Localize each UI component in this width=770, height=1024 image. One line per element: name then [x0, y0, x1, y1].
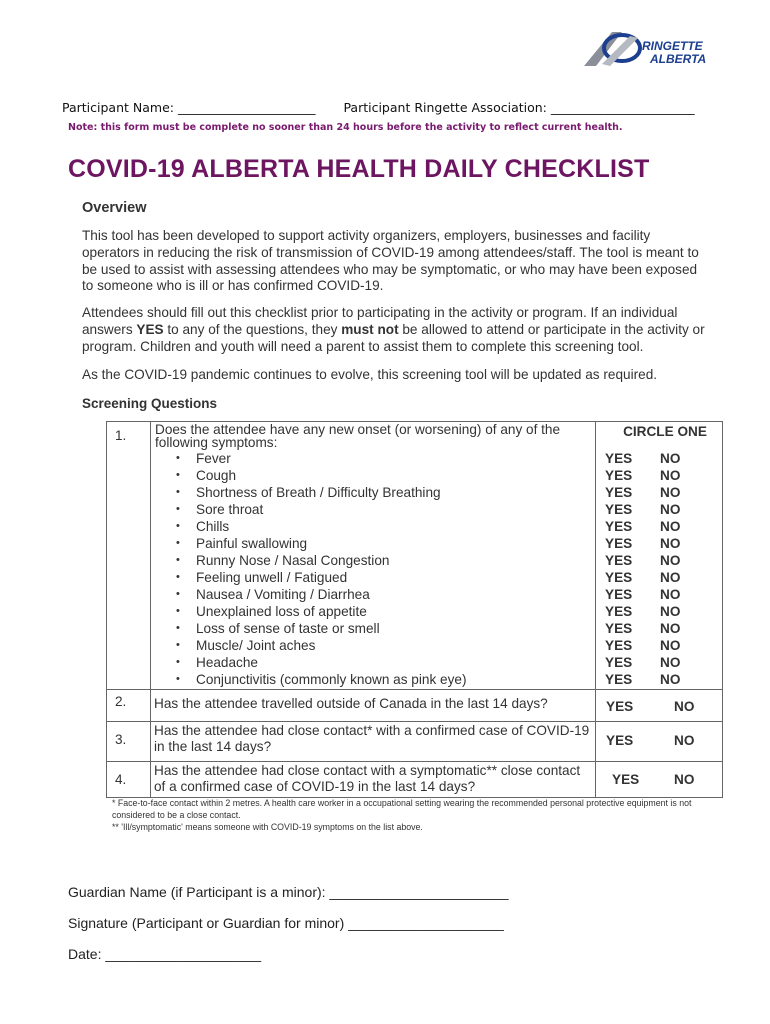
symptom-answer-row	[596, 450, 722, 467]
screening-table	[106, 421, 723, 798]
question-number: 1.	[107, 422, 151, 690]
symptom-item: • Shortness of Breath / Difficulty Breathing	[196, 484, 595, 501]
no-option[interactable]: NO	[660, 502, 681, 517]
symptom-item: • Runny Nose / Nasal Congestion	[196, 552, 595, 569]
question-1-row	[107, 422, 723, 690]
yes-option[interactable]: YES	[605, 502, 633, 517]
symptom-answer-row	[596, 620, 722, 637]
symptom-item: • Sore throat	[196, 501, 595, 518]
participant-association-field[interactable]: Participant Ringette Association: _______________________	[343, 100, 695, 115]
yes-option[interactable]: YES	[605, 587, 633, 602]
symptom-item: • Chills	[196, 518, 595, 535]
question-4-row	[107, 762, 723, 798]
yes-option[interactable]: YES	[605, 468, 633, 483]
symptom-item: • Muscle/ Joint aches	[196, 637, 595, 654]
no-option[interactable]: NO	[660, 553, 681, 568]
question-number: 3.	[107, 722, 151, 762]
symptom-item: • Feeling unwell / Fatigued	[196, 569, 595, 586]
symptom-answer-row	[596, 484, 722, 501]
symptom-answer-row	[596, 637, 722, 654]
overview-paragraph-1: This tool has been developed to support activity organizers, employers, businesses and facility operators in reducing the risk of transmission of COVID-19 among attendees/staff. The tool is meant to be used to assist with assessing attendees who may be symptomatic, or who may have been exposed to someone who is ill or has confirmed COVID-19.	[82, 228, 699, 294]
no-option[interactable]: NO	[660, 468, 681, 483]
symptom-answer-row	[596, 603, 722, 620]
no-option[interactable]: NO	[660, 536, 681, 551]
page-title: COVID-19 ALBERTA HEALTH DAILY CHECKLIST	[68, 155, 650, 183]
symptom-item: • Unexplained loss of appetite	[196, 603, 595, 620]
yes-option[interactable]: YES	[605, 553, 633, 568]
yes-option[interactable]: YES	[605, 655, 633, 670]
no-option[interactable]: NO	[660, 621, 681, 636]
yes-option[interactable]: YES	[605, 672, 633, 687]
svg-text:RINGETTE: RINGETTE	[642, 39, 703, 53]
symptom-item: • Loss of sense of taste or smell	[196, 620, 595, 637]
question-number: 4.	[107, 762, 151, 798]
screening-questions-heading: Screening Questions	[82, 396, 218, 411]
symptom-item: • Conjunctivitis (commonly known as pink eye)	[196, 671, 595, 688]
ringette-alberta-logo	[582, 26, 712, 74]
circle-one-label: CIRCLE ONE	[623, 424, 707, 439]
overview-heading: Overview	[82, 200, 147, 216]
no-option[interactable]: NO	[660, 672, 681, 687]
symptom-answer-row	[596, 654, 722, 671]
yes-option[interactable]: YES	[605, 519, 633, 534]
no-option[interactable]: NO	[660, 655, 681, 670]
yes-option[interactable]: YES	[605, 536, 633, 551]
yes-option[interactable]: YES	[605, 570, 633, 585]
yes-option[interactable]: YES	[605, 451, 633, 466]
guardian-name-field[interactable]: Guardian Name (if Participant is a minor): _______________________	[68, 884, 509, 900]
participant-name-field[interactable]: Participant Name: ______________________	[62, 100, 316, 115]
yes-option[interactable]: YES	[605, 638, 633, 653]
no-option[interactable]: NO	[674, 699, 695, 714]
question-2-row	[107, 690, 723, 722]
question-2-text: Has the attendee travelled outside of Canada in the last 14 days?	[154, 696, 548, 711]
no-option[interactable]: NO	[674, 772, 695, 787]
no-option[interactable]: NO	[660, 519, 681, 534]
yes-option[interactable]: YES	[605, 485, 633, 500]
symptom-item: • Cough	[196, 467, 595, 484]
no-option[interactable]: NO	[660, 485, 681, 500]
symptom-answer-row	[596, 501, 722, 518]
footnote-symptomatic: ** 'Ill/symptomatic' means someone with COVID-19 symptoms on the list above.	[112, 822, 423, 832]
symptom-answer-row	[596, 518, 722, 535]
symptom-answer-row	[596, 552, 722, 569]
symptom-item: • Headache	[196, 654, 595, 671]
timing-note: Note: this form must be complete no sooner than 24 hours before the activity to reflect current health.	[68, 122, 623, 133]
question-4-text: Has the attendee had close contact with a symptomatic** close contact of a confirmed case of COVID-19 in the last 14 days?	[154, 763, 581, 794]
symptom-item: • Painful swallowing	[196, 535, 595, 552]
participant-header	[62, 100, 719, 115]
no-option[interactable]: NO	[660, 638, 681, 653]
no-option[interactable]: NO	[660, 587, 681, 602]
yes-option[interactable]: YES	[605, 604, 633, 619]
yes-option[interactable]: YES	[612, 772, 640, 787]
no-option[interactable]: NO	[660, 451, 681, 466]
question-3-text: Has the attendee had close contact* with a confirmed case of COVID-19 in the last 14 days?	[154, 723, 590, 754]
signature-field[interactable]: Signature (Participant or Guardian for minor) ____________________	[68, 915, 504, 931]
yes-option[interactable]: YES	[606, 699, 634, 714]
symptom-answer-row	[596, 467, 722, 484]
question-1-text: Does the attendee have any new onset (or worsening) of any of the following symptoms:	[155, 422, 561, 450]
svg-text:ALBERTA: ALBERTA	[650, 52, 707, 66]
question-3-row	[107, 722, 723, 762]
overview-paragraph-3: As the COVID-19 pandemic continues to evolve, this screening tool will be updated as required.	[82, 367, 658, 382]
date-field[interactable]: Date: ____________________	[68, 946, 262, 962]
symptom-item: • Nausea / Vomiting / Diarrhea	[196, 586, 595, 603]
footnote-close-contact: * Face-to-face contact within 2 metres. A health care worker in a occupational setting wearing the recommended personal protective equipment is not considered to be a close contact.	[112, 798, 692, 821]
no-option[interactable]: NO	[660, 570, 681, 585]
yes-option[interactable]: YES	[605, 621, 633, 636]
symptom-answer-row	[596, 535, 722, 552]
overview-paragraph-2: Attendees should fill out this checklist prior to participating in the activity or program. If an individual answers YES to any of the questions, they must not be allowed to attend or participate in the activity or program. Children and youth will need a parent to assist them to complete this screening tool.	[82, 305, 705, 354]
symptom-answer-row	[596, 586, 722, 603]
symptom-item: • Fever	[196, 450, 595, 467]
symptom-answer-row	[596, 671, 722, 688]
no-option[interactable]: NO	[660, 604, 681, 619]
symptom-answers	[596, 450, 722, 688]
symptom-answer-row	[596, 569, 722, 586]
yes-option[interactable]: YES	[606, 733, 634, 748]
no-option[interactable]: NO	[674, 733, 695, 748]
symptom-list	[151, 450, 595, 688]
question-number: 2.	[107, 690, 151, 722]
